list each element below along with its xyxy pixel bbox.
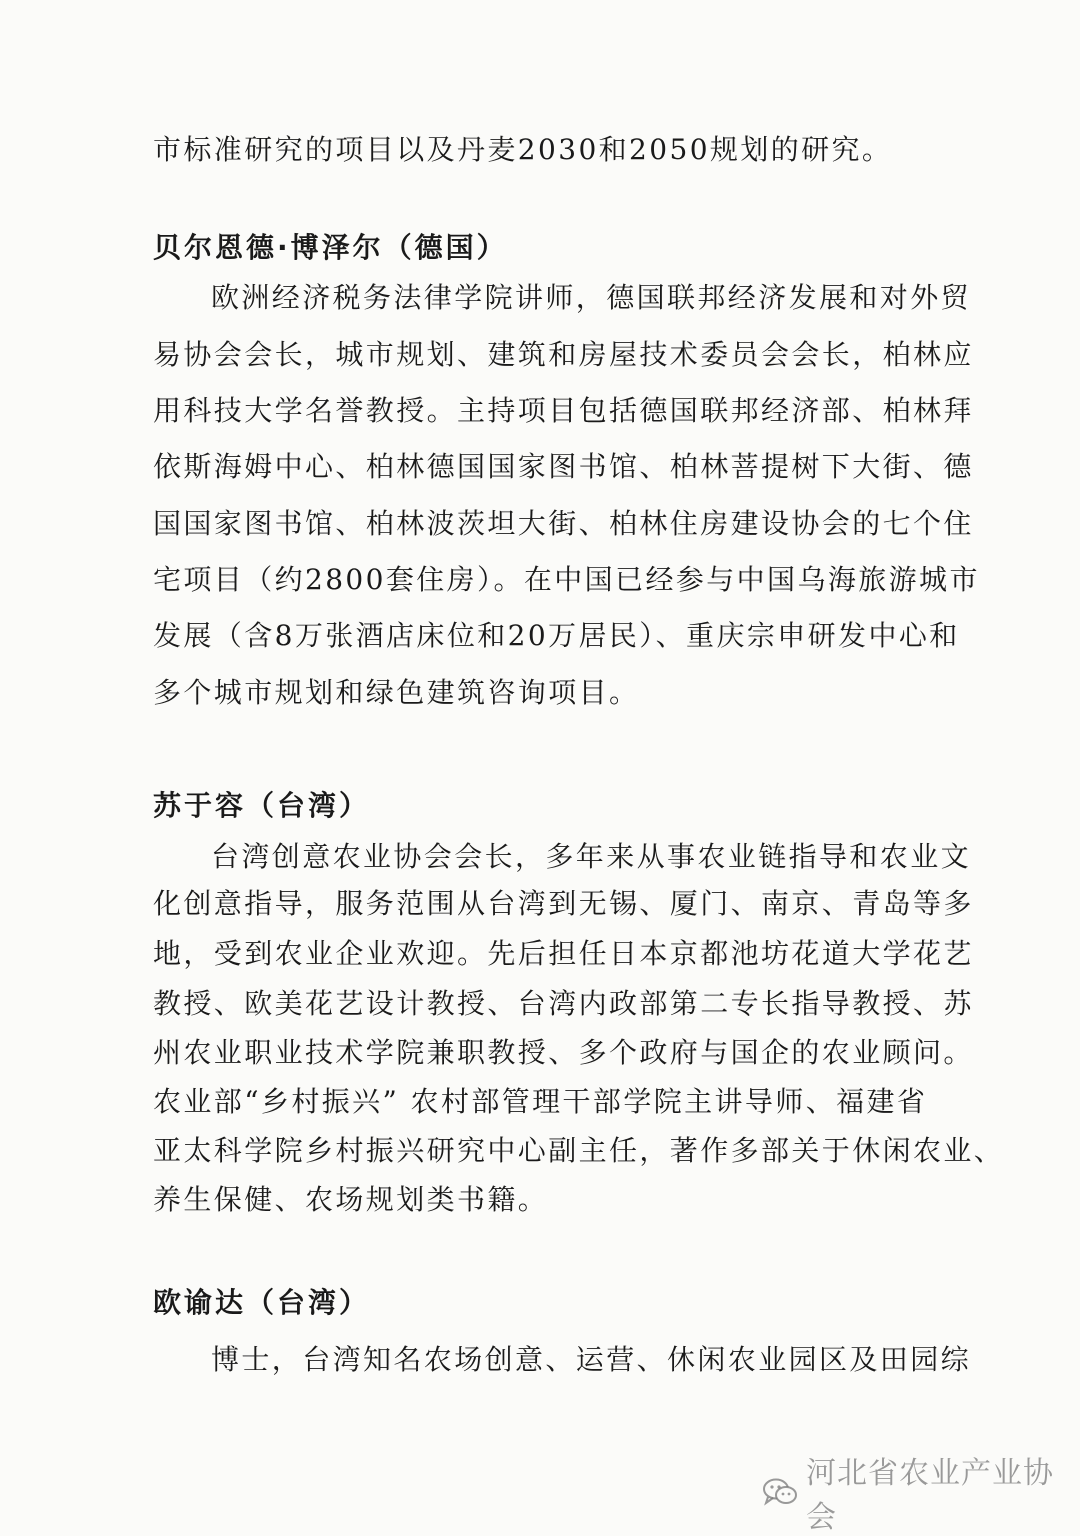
paragraph-line: 养生保健、农场规划类书籍。 — [153, 1183, 549, 1216]
watermark — [762, 1448, 1080, 1536]
paragraph-line: 易协会会长，城市规划、建筑和房屋技术委员会会长，柏林应 — [153, 338, 974, 371]
paragraph-line: 市标准研究的项目以及丹麦2030和2050规划的研究。 — [153, 133, 893, 166]
paragraph-line: 用科技大学名誉教授。主持项目包括德国联邦经济部、柏林拜 — [153, 394, 974, 427]
section-heading: 苏于容（台湾） — [153, 789, 371, 822]
wechat-icon — [762, 1477, 798, 1507]
paragraph-line: 宅项目（约2800套住房）。在中国已经参与中国乌海旅游城市 — [153, 563, 980, 596]
paragraph-line: 亚太科学院乡村振兴研究中心副主任，著作多部关于休闲农业、 — [153, 1134, 1005, 1167]
paragraph-line: 多个城市规划和绿色建筑咨询项目。 — [153, 676, 640, 709]
paragraph-line: 地，受到农业企业欢迎。先后担任日本京都池坊花道大学花艺 — [153, 937, 974, 970]
paragraph-line: 博士，台湾知名农场创意、运营、休闲农业园区及田园综 — [211, 1343, 972, 1376]
paragraph-line: 农业部“乡村振兴” 农村部管理干部学院主讲导师、福建省 — [153, 1085, 928, 1118]
paragraph-line: 欧洲经济税务法律学院讲师，德国联邦经济发展和对外贸 — [211, 281, 972, 314]
paragraph-line: 国国家图书馆、柏林波茨坦大街、柏林住房建设协会的七个住 — [153, 507, 974, 540]
section-heading: 贝尔恩德·博泽尔（德国） — [153, 231, 508, 264]
paragraph-line: 化创意指导，服务范围从台湾到无锡、厦门、南京、青岛等多 — [153, 887, 974, 920]
section-heading: 欧谕达（台湾） — [153, 1286, 371, 1319]
paragraph-line: 台湾创意农业协会会长，多年来从事农业链指导和农业文 — [211, 840, 972, 873]
paragraph-line: 发展（含8万张酒店床位和20万居民）、重庆宗申研发中心和 — [153, 619, 960, 652]
paragraph-line: 依斯海姆中心、柏林德国国家图书馆、柏林菩提树下大街、德 — [153, 450, 974, 483]
watermark-text: 河北省农业产业协会 — [806, 1456, 1054, 1535]
paragraph-line: 州农业职业技术学院兼职教授、多个政府与国企的农业顾问。 — [153, 1036, 974, 1069]
paragraph-line: 教授、欧美花艺设计教授、台湾内政部第二专长指导教授、苏 — [153, 987, 974, 1020]
